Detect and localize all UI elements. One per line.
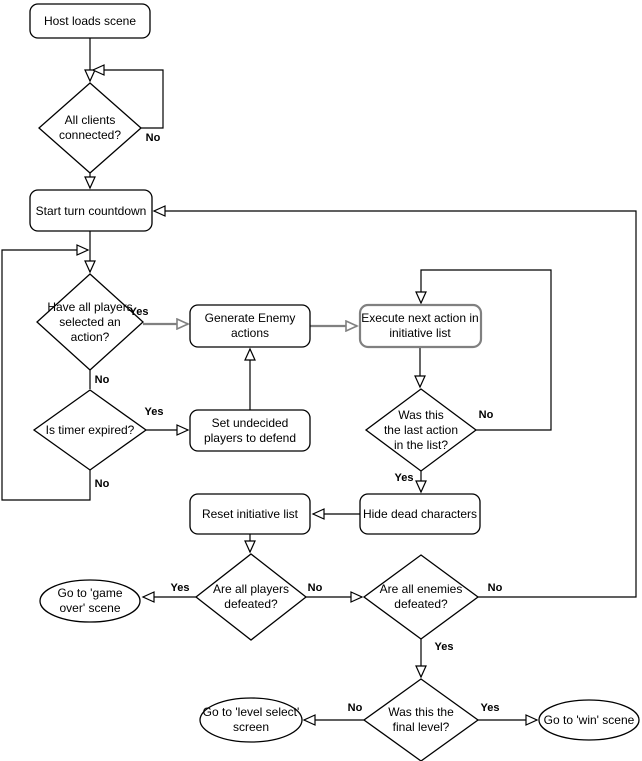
node-execute-label-line1: Execute next action in: [361, 311, 479, 325]
node-go-to-game-over: [40, 580, 140, 622]
edge-label-timer-no: No: [94, 478, 110, 490]
node-level-select-label-line2: screen: [232, 720, 270, 734]
node-players-selected-label-line1: Have all players: [47, 300, 133, 314]
node-players-selected-label-line2: selected an: [59, 315, 121, 329]
edge-label-players-selected-yes: Yes: [129, 306, 149, 318]
node-hide-dead-label: Hide dead characters: [362, 507, 478, 521]
node-generate-enemy-actions: [190, 305, 310, 347]
edge-label-last-action-no: No: [478, 409, 494, 421]
edge-label-timer-yes: Yes: [144, 406, 164, 418]
node-clients-label-line2: connected?: [58, 128, 122, 142]
node-last-action-label-line1: Was this: [398, 408, 444, 422]
node-players-defeated-label-line1: Are all players: [212, 582, 290, 596]
node-level-select-label-line1: Go to 'level select': [202, 705, 300, 719]
node-all-enemies-defeated: [364, 555, 478, 639]
edge-label-last-action-yes: Yes: [394, 472, 414, 484]
node-final-level-label-line1: Was this the: [388, 705, 454, 719]
node-is-timer-expired: [34, 390, 146, 470]
node-generate-label-line2: actions: [230, 326, 270, 340]
node-set-undecided-label-line1: Set undecided: [211, 416, 289, 430]
node-last-action-in-list: [366, 389, 476, 471]
node-execute-next-action: [360, 305, 481, 347]
edge-label-players-defeated-no: No: [307, 582, 323, 594]
node-was-final-level: [364, 679, 478, 761]
node-start-label: Start turn countdown: [35, 204, 147, 218]
node-last-action-label-line2: the last action: [383, 423, 459, 437]
node-players-selected-label-line3: action?: [70, 330, 110, 344]
node-all-clients-connected: [39, 83, 141, 173]
edge-label-final-level-yes: Yes: [480, 702, 500, 714]
edge-enemies-no-feedback: [154, 211, 636, 597]
node-go-to-level-select: [200, 698, 302, 742]
node-start-turn-countdown: [30, 190, 152, 231]
node-game-over-label-line1: Go to 'game: [57, 586, 123, 600]
edge-label-final-level-no: No: [347, 702, 363, 714]
node-set-undecided-label-line2: players to defend: [203, 431, 297, 445]
edge-label-players-defeated-yes: Yes: [170, 582, 190, 594]
node-reset-label: Reset initiative list: [201, 507, 299, 521]
node-clients-label-line1: All clients: [64, 113, 116, 127]
node-players-selected-action: [37, 274, 143, 370]
edge-label-enemies-defeated-no: No: [487, 582, 503, 594]
node-last-action-label-line3: in the list?: [393, 438, 449, 452]
node-final-level-label-line2: final level?: [392, 720, 450, 734]
node-reset-initiative-list: [190, 494, 310, 534]
node-game-over-label-line2: over' scene: [59, 601, 121, 615]
node-enemies-defeated-label-line2: defeated?: [394, 597, 448, 611]
edge-label-players-selected-no: No: [94, 374, 110, 386]
node-win-label: Go to 'win' scene: [543, 713, 635, 727]
node-go-to-win-scene: [539, 700, 639, 740]
node-host-label: Host loads scene: [43, 14, 137, 28]
node-set-undecided-defend: [190, 410, 310, 451]
node-host-loads-scene: [30, 4, 150, 38]
node-players-defeated-label-line2: defeated?: [224, 597, 278, 611]
node-timer-label: Is timer expired?: [45, 423, 135, 437]
edge-label-enemies-defeated-yes: Yes: [434, 641, 454, 653]
edge-label-clients-no: No: [145, 132, 161, 144]
node-enemies-defeated-label-line1: Are all enemies: [379, 582, 463, 596]
node-generate-label-line1: Generate Enemy: [204, 311, 296, 325]
node-hide-dead-characters: [360, 494, 480, 534]
node-all-players-defeated: [196, 554, 306, 640]
node-execute-label-line2: initiative list: [389, 326, 451, 340]
